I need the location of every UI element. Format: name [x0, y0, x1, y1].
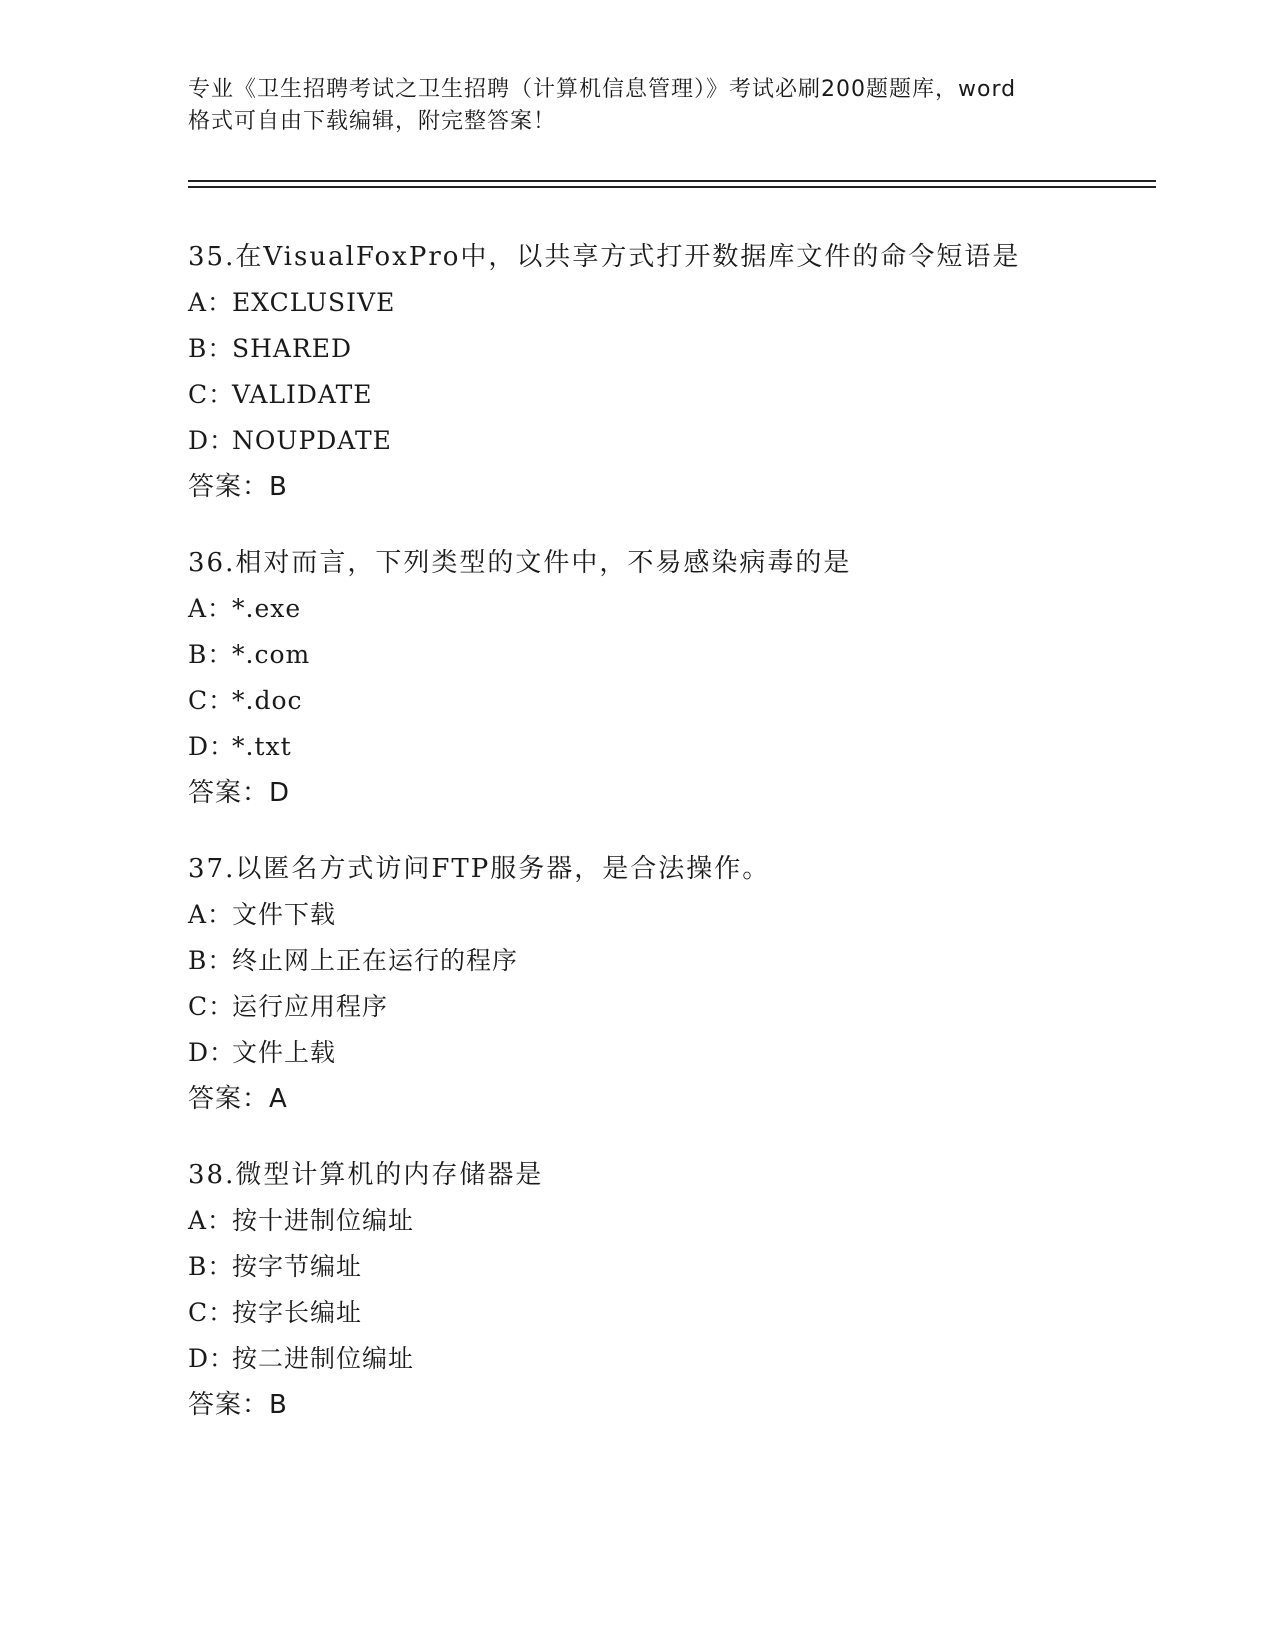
question-38: [188, 1152, 1148, 1428]
option-letter: A：: [188, 288, 234, 317]
option-text: 文件上载: [232, 1038, 337, 1067]
header-line-2: 格式可自由下载编辑，附完整答案！: [188, 109, 557, 134]
option-text: 按字长编址: [232, 1298, 363, 1327]
option-letter: B：: [188, 334, 234, 363]
option-letter: C：: [188, 380, 235, 409]
header-divider-top: [188, 180, 1156, 182]
option-text: 终止网上正在运行的程序: [232, 946, 519, 975]
question-35: [188, 234, 1148, 510]
option-text: *.com: [232, 640, 311, 669]
question-36: [188, 540, 1148, 816]
option-a: [188, 1198, 1148, 1244]
option-a: [188, 586, 1148, 632]
option-text: *.doc: [232, 686, 303, 715]
question-stem: 36.相对而言，下列类型的文件中，不易感染病毒的是: [188, 548, 852, 578]
option-text: 按字节编址: [232, 1252, 363, 1281]
option-letter: C：: [188, 686, 235, 715]
option-letter: D：: [188, 426, 236, 455]
question-stem: 38.微型计算机的内存储器是: [188, 1160, 544, 1190]
option-text: *.txt: [232, 732, 292, 761]
question-37: [188, 846, 1148, 1122]
option-text: NOUPDATE: [232, 426, 392, 455]
option-d: [188, 724, 1148, 770]
option-b: [188, 326, 1148, 372]
option-text: 运行应用程序: [232, 992, 389, 1021]
option-c: [188, 678, 1148, 724]
answer-line: 答案：B: [188, 472, 288, 502]
option-text: VALIDATE: [232, 380, 373, 409]
question-stem: 35.在VisualFoxPro中，以共享方式打开数据库文件的命令短语是: [188, 242, 1021, 272]
option-c: [188, 1290, 1148, 1336]
option-d: [188, 1030, 1148, 1076]
option-letter: D：: [188, 1344, 236, 1373]
option-text: 按二进制位编址: [232, 1344, 415, 1373]
option-text: 按十进制位编址: [232, 1206, 415, 1235]
option-b: [188, 938, 1148, 984]
option-b: [188, 632, 1148, 678]
option-letter: C：: [188, 1298, 235, 1327]
answer-line: 答案：A: [188, 1084, 288, 1114]
option-d: [188, 418, 1148, 464]
option-text: SHARED: [232, 334, 353, 363]
option-c: [188, 984, 1148, 1030]
question-stem: 37.以匿名方式访问FTP服务器，是合法操作。: [188, 854, 771, 884]
option-a: [188, 892, 1148, 938]
option-letter: A：: [188, 1206, 234, 1235]
option-a: [188, 280, 1148, 326]
option-b: [188, 1244, 1148, 1290]
option-letter: B：: [188, 946, 234, 975]
option-letter: B：: [188, 640, 234, 669]
option-text: EXCLUSIVE: [232, 288, 396, 317]
option-letter: A：: [188, 594, 234, 623]
option-letter: D：: [188, 1038, 236, 1067]
header-line-1: 专业《卫生招聘考试之卫生招聘（计算机信息管理）》考试必刷200题题库，word: [188, 77, 1017, 102]
answer-line: 答案：D: [188, 778, 291, 808]
option-letter: C：: [188, 992, 235, 1021]
option-letter: D：: [188, 732, 236, 761]
option-c: [188, 372, 1148, 418]
document-header: [188, 74, 1088, 138]
option-letter: B：: [188, 1252, 234, 1281]
option-letter: A：: [188, 900, 234, 929]
option-text: 文件下载: [232, 900, 337, 929]
answer-line: 答案：B: [188, 1390, 288, 1420]
header-divider-bottom: [188, 186, 1156, 188]
option-d: [188, 1336, 1148, 1382]
option-text: *.exe: [232, 594, 302, 623]
